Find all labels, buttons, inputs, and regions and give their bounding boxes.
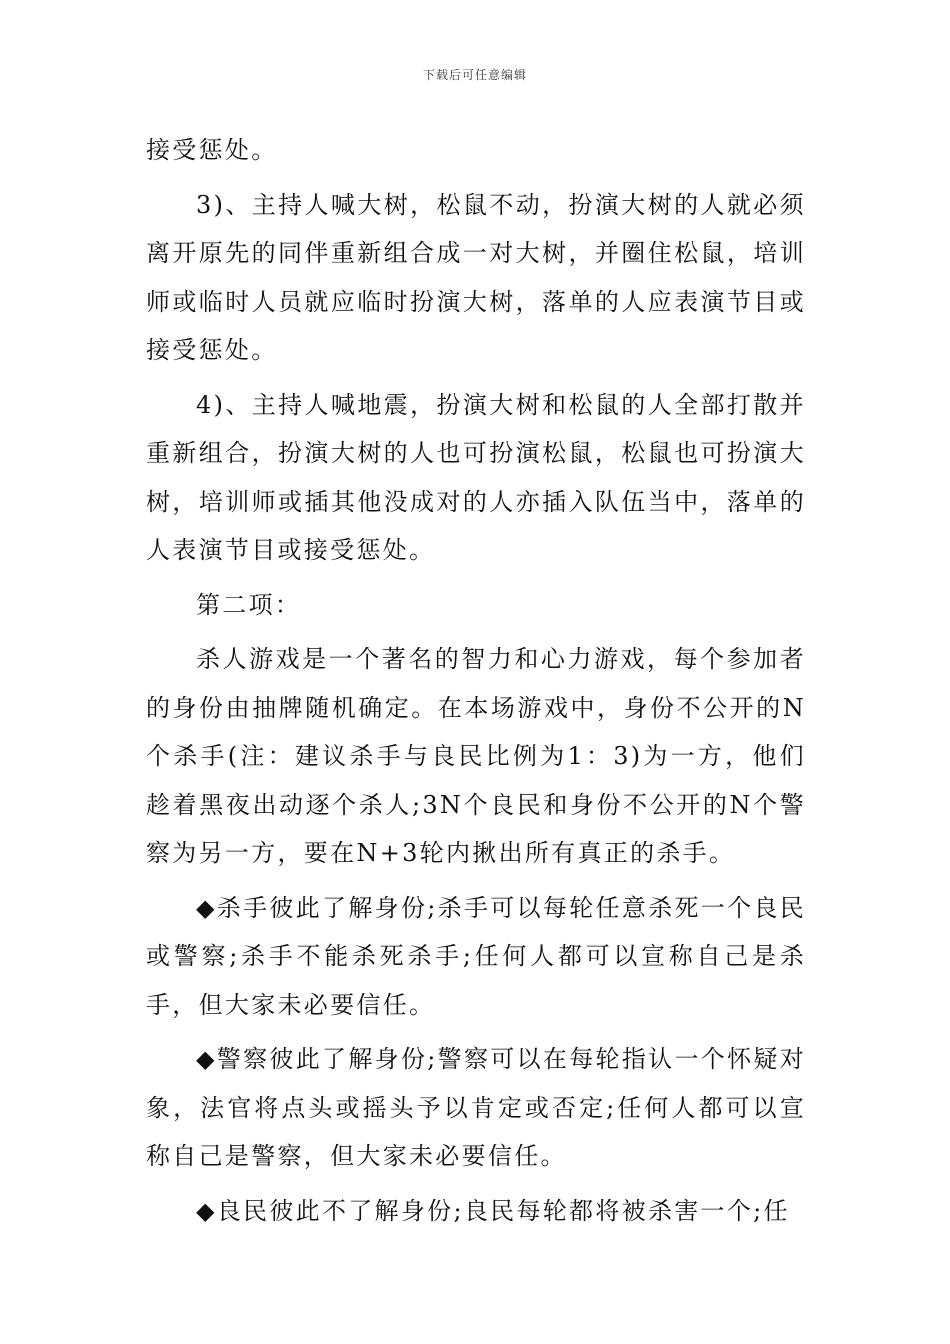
paragraph-8: ◆良民彼此不了解身份;良民每轮都将被杀害一个;任: [196, 1196, 790, 1225]
paragraph-6: ◆杀手彼此了解身份;杀手可以每轮任意杀死一个良民或警察;杀手不能杀死杀手;任何人都可以宣称自己是杀手，但大家未必要信任。: [146, 893, 806, 1019]
paragraph-7: ◆警察彼此了解身份;警察可以在每轮指认一个怀疑对象，法官将点头或摇头予以肯定或否定;任何人都可以宣称自己是警察，但大家未必要信任。: [146, 1045, 806, 1170]
paragraph-4: 第二项：: [196, 590, 302, 619]
page-header: 下载后可任意编辑: [422, 68, 527, 82]
document-body: [146, 126, 806, 1241]
paragraph-1: 接受惩处。: [146, 136, 278, 164]
paragraph-2: 3)、主持人喊大树，松鼠不动，扮演大树的人就必须离开原先的同伴重新组合成一对大树，并圈住松鼠，培训师或临时人员就应临时扮演大树，落单的人应表演节目或接受惩处。: [146, 190, 806, 364]
paragraph-5: 杀人游戏是一个著名的智力和心力游戏，每个参加者的身份由抽牌随机确定。在本场游戏中，身份不公开的N个杀手(注：建议杀手与良民比例为1：3)为一方，他们趁着黑夜出动逐个杀人;3N个良民和身份不公开的N个警察为另一方，要在N+3轮内揪出所有真正的杀手。: [146, 645, 806, 867]
paragraph-3: 4)、主持人喊地震，扮演大树和松鼠的人全部打散并重新组合，扮演大树的人也可扮演松鼠，松鼠也可扮演大树，培训师或插其他没成对的人亦插入队伍当中，落单的人表演节目或接受惩处。: [146, 390, 806, 564]
